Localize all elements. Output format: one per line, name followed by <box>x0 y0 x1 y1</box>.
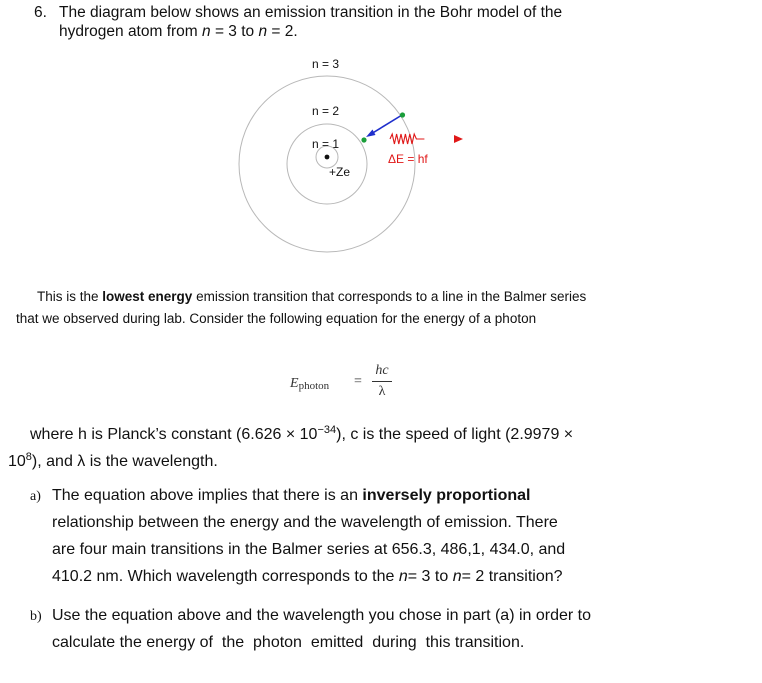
orbit-n2 <box>287 124 367 204</box>
question-number: 6. <box>34 4 47 21</box>
part-a-l3: are four main transitions in the Balmer series at 656.3, 486,1, 434.0, and <box>52 541 566 558</box>
var-n-a: n <box>202 23 211 40</box>
part-a-l4-mid: = 3 to <box>407 568 453 585</box>
var-n-b: n <box>258 23 268 40</box>
bohr-diagram <box>230 55 480 295</box>
label-nucleus: +Ze <box>329 165 351 179</box>
bohr-diagram-svg <box>230 55 480 295</box>
label-n3: n = 3 <box>312 57 340 71</box>
where-line1-exp: −34 <box>317 424 337 436</box>
question-line-2-start: hydrogen atom from <box>59 23 203 40</box>
part-a-marker: a) <box>30 489 41 504</box>
part-a-l4-post: = 2 transition? <box>461 568 563 585</box>
equation-fraction <box>370 362 394 401</box>
where-line1-pre: where h is Planck’s constant (6.626 × 10 <box>30 426 318 443</box>
electron-initial <box>400 112 405 117</box>
equation-denominator: λ <box>378 384 386 399</box>
part-a-var-n1: n <box>398 568 408 585</box>
photon-arrowhead <box>454 135 463 143</box>
part-a-l2: relationship between the energy and the wavelength of emission. There <box>52 514 558 531</box>
label-n1: n = 1 <box>312 137 340 151</box>
photon-energy-equation <box>290 362 410 406</box>
equation-equals: = <box>354 374 362 389</box>
question-line-1: The diagram below shows an emission transition in the Bohr model of the <box>59 4 563 21</box>
question-eq-3: = 3 to <box>210 23 259 40</box>
part-b-l2: calculate the energy of the photon emitted during this transition. <box>52 634 525 651</box>
equation-lhs-var: E <box>290 376 299 391</box>
nucleus-dot <box>325 155 330 160</box>
part-a-l1-bold: inversely proportional <box>362 487 531 504</box>
intro-line1-bold: lowest energy <box>102 289 193 304</box>
photon-wave <box>390 134 424 144</box>
intro-line2: that we observed during lab. Consider the following equation for the energy of a photon <box>16 311 537 326</box>
intro-line1-pre: This is the <box>37 289 103 304</box>
part-b-marker: b) <box>30 609 42 624</box>
part-b-l1: Use the equation above and the wavelength you chose in part (a) in order to <box>52 607 592 624</box>
label-n2: n = 2 <box>312 104 340 118</box>
where-line2-post: ), and λ is the wavelength. <box>31 453 218 470</box>
label-energy: ΔE = hf <box>388 152 428 166</box>
question-text <box>59 3 719 41</box>
equation-numerator: hc <box>375 363 389 378</box>
part-a-l4-pre: 410.2 nm. Which wavelength corresponds to the <box>52 568 399 585</box>
where-line2-base: 10 <box>8 453 26 470</box>
where-line1-post: ), c is the speed of light (2.9979 × <box>336 426 574 443</box>
equation-lhs <box>290 376 329 392</box>
constants-paragraph <box>8 421 708 475</box>
electron-final <box>361 137 366 142</box>
where-line2-exp: 8 <box>25 451 32 463</box>
transition-arrow <box>371 115 402 134</box>
part-a-var-n2: n <box>452 568 462 585</box>
intro-line1-post: emission transition that corresponds to a line in the Balmer series <box>192 289 587 304</box>
intro-paragraph <box>16 286 736 330</box>
transition-arrowhead <box>366 130 376 138</box>
question-eq-2: = 2. <box>267 23 298 40</box>
equation-lhs-sub: photon <box>298 380 330 392</box>
part-a-l1-pre: The equation above implies that there is an <box>52 487 363 504</box>
part-a-text <box>52 482 692 590</box>
fraction-bar <box>372 381 392 382</box>
part-b-text <box>52 602 692 656</box>
